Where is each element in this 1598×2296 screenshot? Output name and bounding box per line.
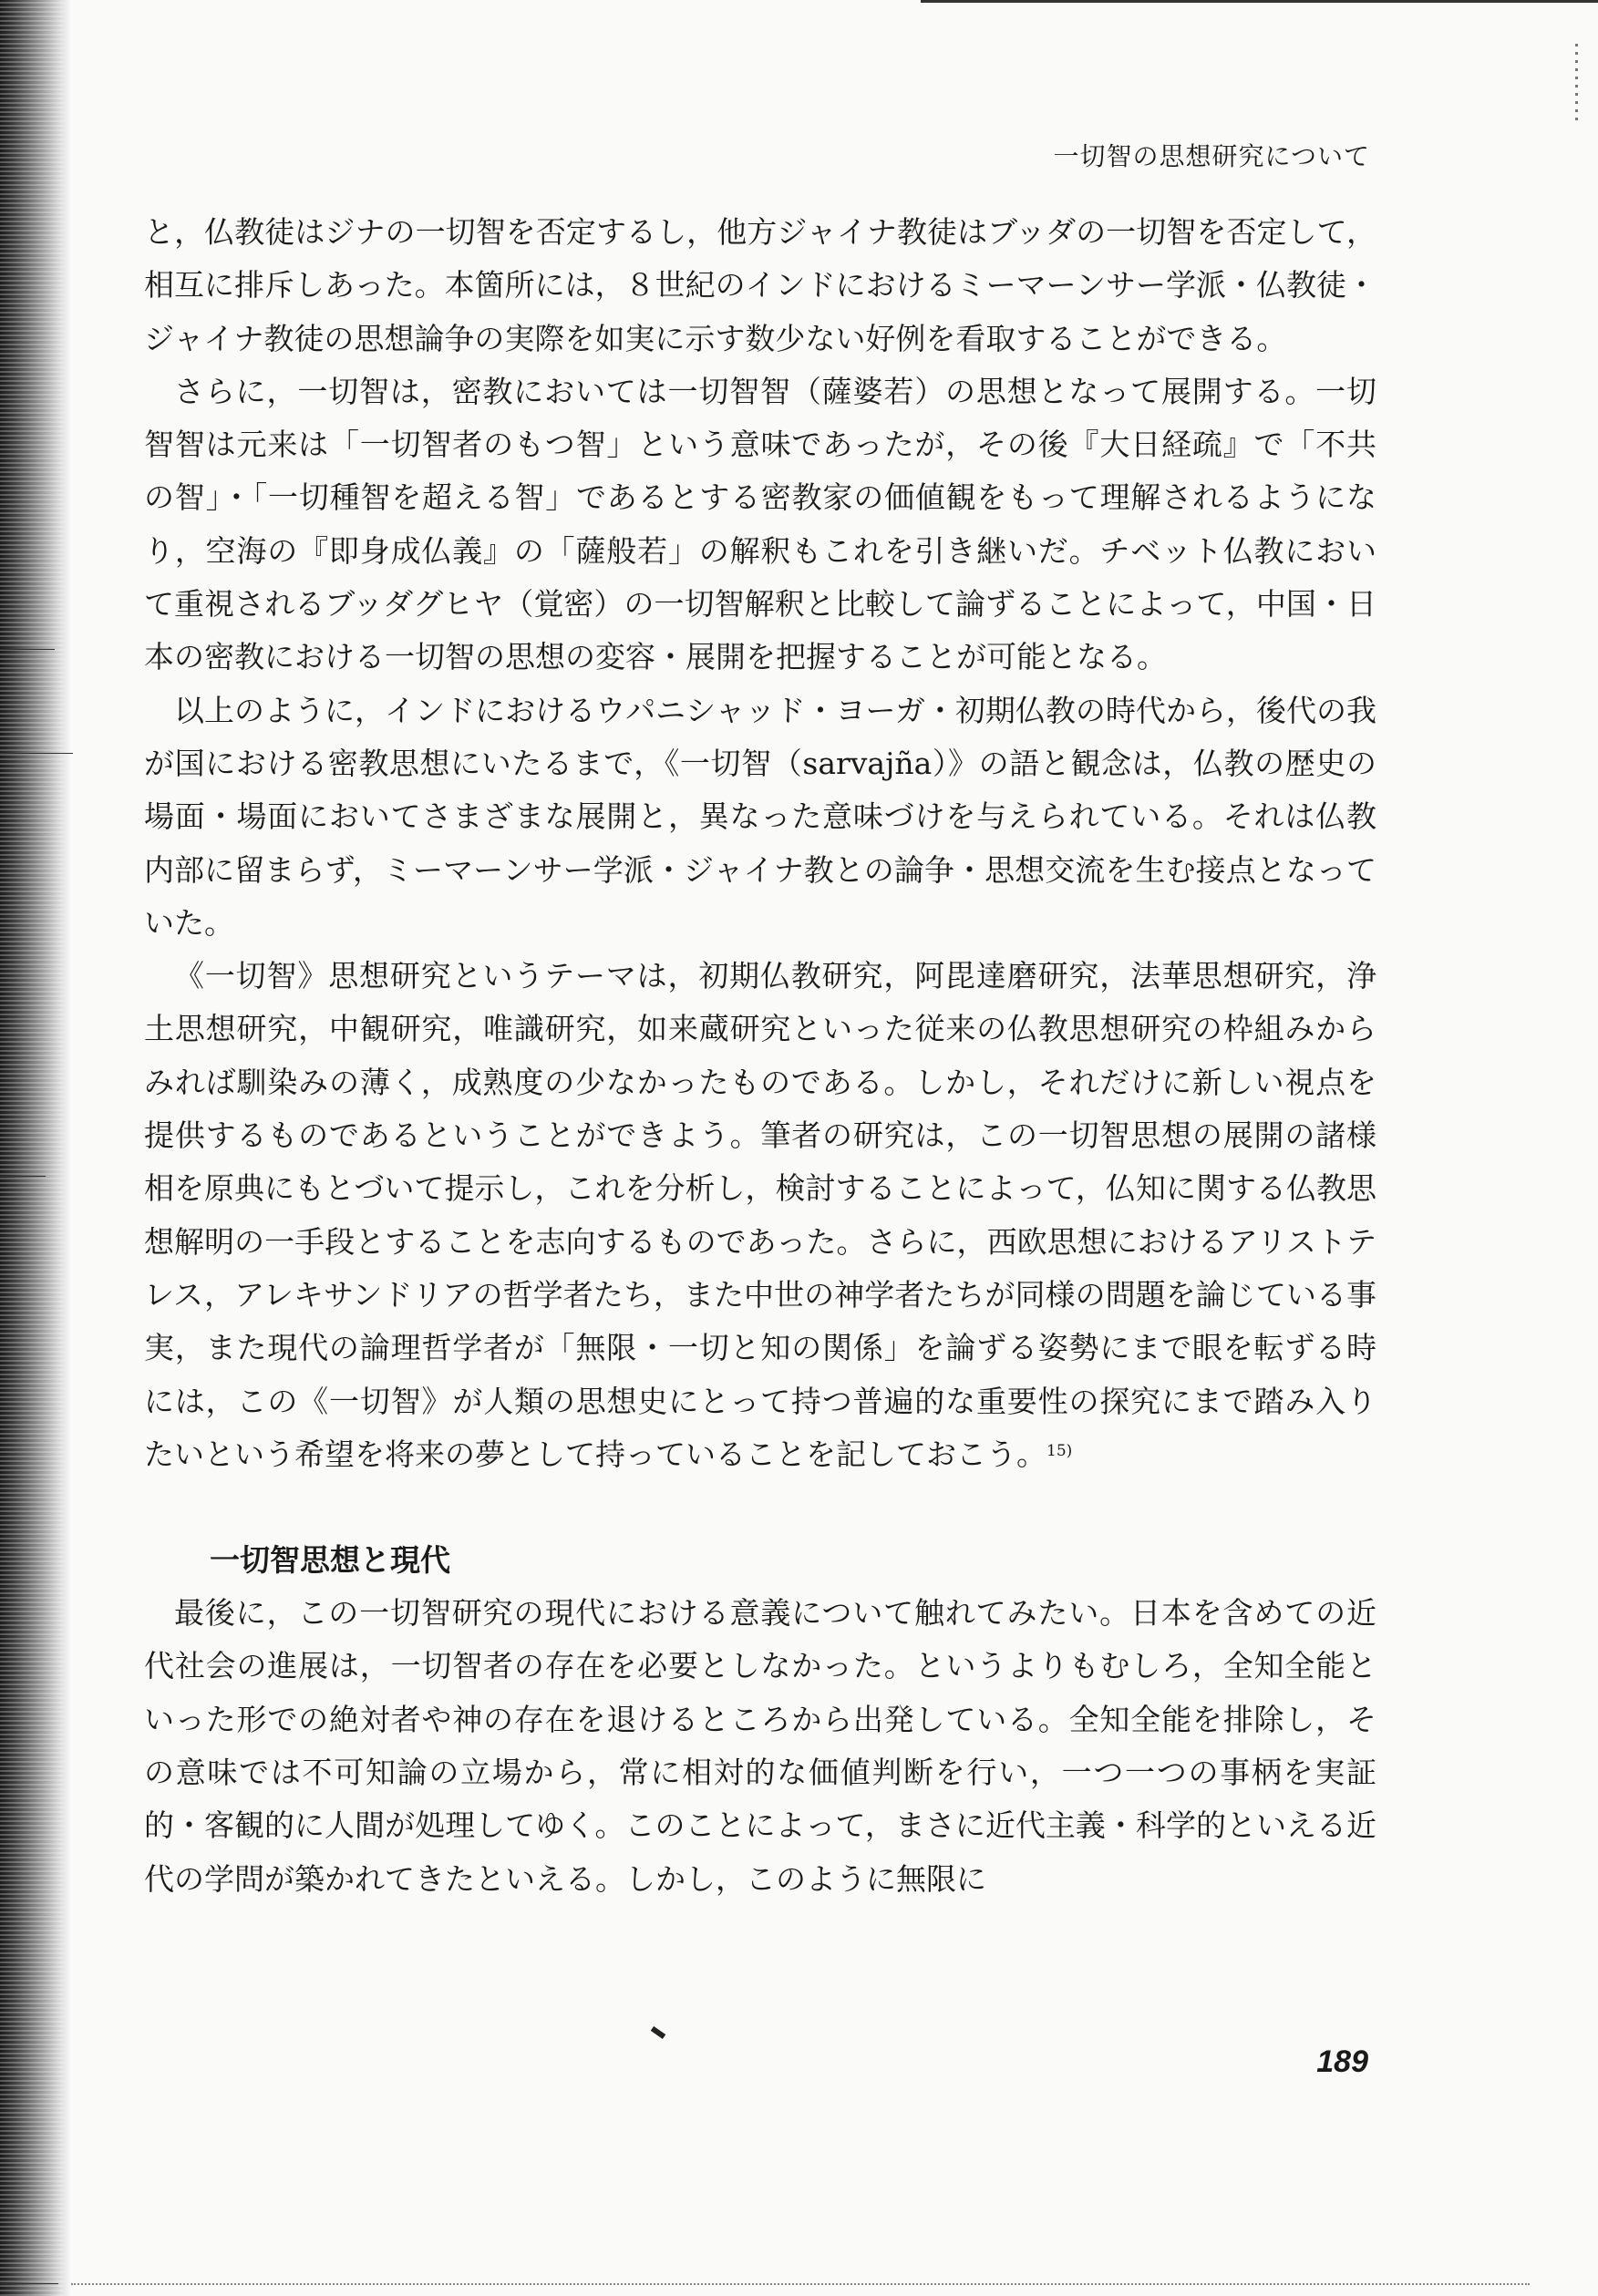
running-head: 一切智の思想研究について — [1053, 141, 1370, 171]
scan-shadow-texture — [0, 0, 64, 2296]
margin-dots — [1575, 44, 1578, 126]
footnote-ref[interactable]: 15) — [1046, 1441, 1073, 1460]
margin-mark — [0, 2283, 58, 2284]
paragraph — [144, 950, 1376, 1481]
margin-mark — [0, 649, 55, 650]
margin-mark — [0, 753, 73, 754]
page-body — [144, 206, 1376, 1906]
paragraph: と，仏教徒はジナの一切智を否定するし，他方ジャイナ教徒はブッダの一切智を否定して，相互に排斥しあった。本箇所には，８世紀のインドにおけるミーマーンサー学派・仏教徒・ジャイナ教徒の思想論争の実際を如実に示す数少ない好例を看取することができる。 — [144, 214, 1377, 356]
bottom-rule — [71, 2282, 1530, 2285]
top-rule — [921, 0, 1598, 8]
paragraph: さらに，一切智は，密教においては一切智智（薩婆若）の思想となって展開する。一切智智は元来は「一切智者のもつ智」という意味であったが，その後『大日経疏』で「不共の智」・「一切種智を超える智」であるとする密教家の価値観をもって理解されるようになり，空海の『即身成仏義』の「薩般若」の解釈もこれを引き継いだ。チベット仏教において重視されるブッダグヒヤ（覚密）の一切智解釈と比較して論ずることによって，中国・日本の密教における一切智の思想の変容・展開を把握することが可能となる。 — [144, 373, 1376, 675]
margin-mark — [0, 1176, 46, 1177]
page-number: 189 — [1316, 2044, 1368, 2079]
paragraph: 最後に，この一切智研究の現代における意義について触れてみたい。日本を含めての近代社会の進展は，一切智者の存在を必要としなかった。というよりもむしろ，全知全能といった形での絶対者や神の存在を退けるところから出発している。全知全能を排除し，その意味では不可知論の立場から，常に相対的な価値判断を行い，一つ一つの事柄を実証的・客観的に人間が処理してゆく。このことによって，まさに近代主義・科学的といえる近代の学問が築かれてきたといえる。しかし，このように無限に — [144, 1595, 1376, 1897]
paragraph: 以上のように，インドにおけるウパニシャッド・ヨーガ・初期仏教の時代から，後代の我が国における密教思想にいたるまで，《一切智（sarvajña）》の語と観念は，仏教の歴史の場面・場面においてさまざまな展開と，異なった意味づけを与えられている。それは仏教内部に留まらず，ミーマーンサー学派・ジャイナ教との論争・思想交流を生む接点となっていた。 — [144, 692, 1376, 941]
paragraph-text: 《一切智》思想研究というテーマは，初期仏教研究，阿毘達磨研究，法華思想研究，浄土思想研究，中観研究，唯識研究，如来蔵研究といった従来の仏教思想研究の枠組みからみれば馴染みの薄く，成熟度の少なかったものである。しかし，それだけに新しい視点を提供するものであるということができよう。筆者の研究は，この一切智思想の展開の諸様相を原典にもとづいて提示し，これを分析し，検討することによって，仏知に関する仏教思想解明の一手段とすることを志向するものであった。さらに，西欧思想におけるアリストテレス，アレキサンドリアの哲学者たち，また中世の神学者たちが同様の問題を論じている事実，また現代の論理哲学者が「無限・一切と知の関係」を論ずる姿勢にまで眼を転ずる時には，この《一切智》が人類の思想史にとって持つ普遍的な重要性の探究にまで踏み入りたいという希望を将来の夢として持っていることを記しておこう。 — [144, 958, 1377, 1472]
scan-mark — [651, 2026, 666, 2039]
section-heading: 一切智思想と現代 — [210, 1542, 450, 1579]
